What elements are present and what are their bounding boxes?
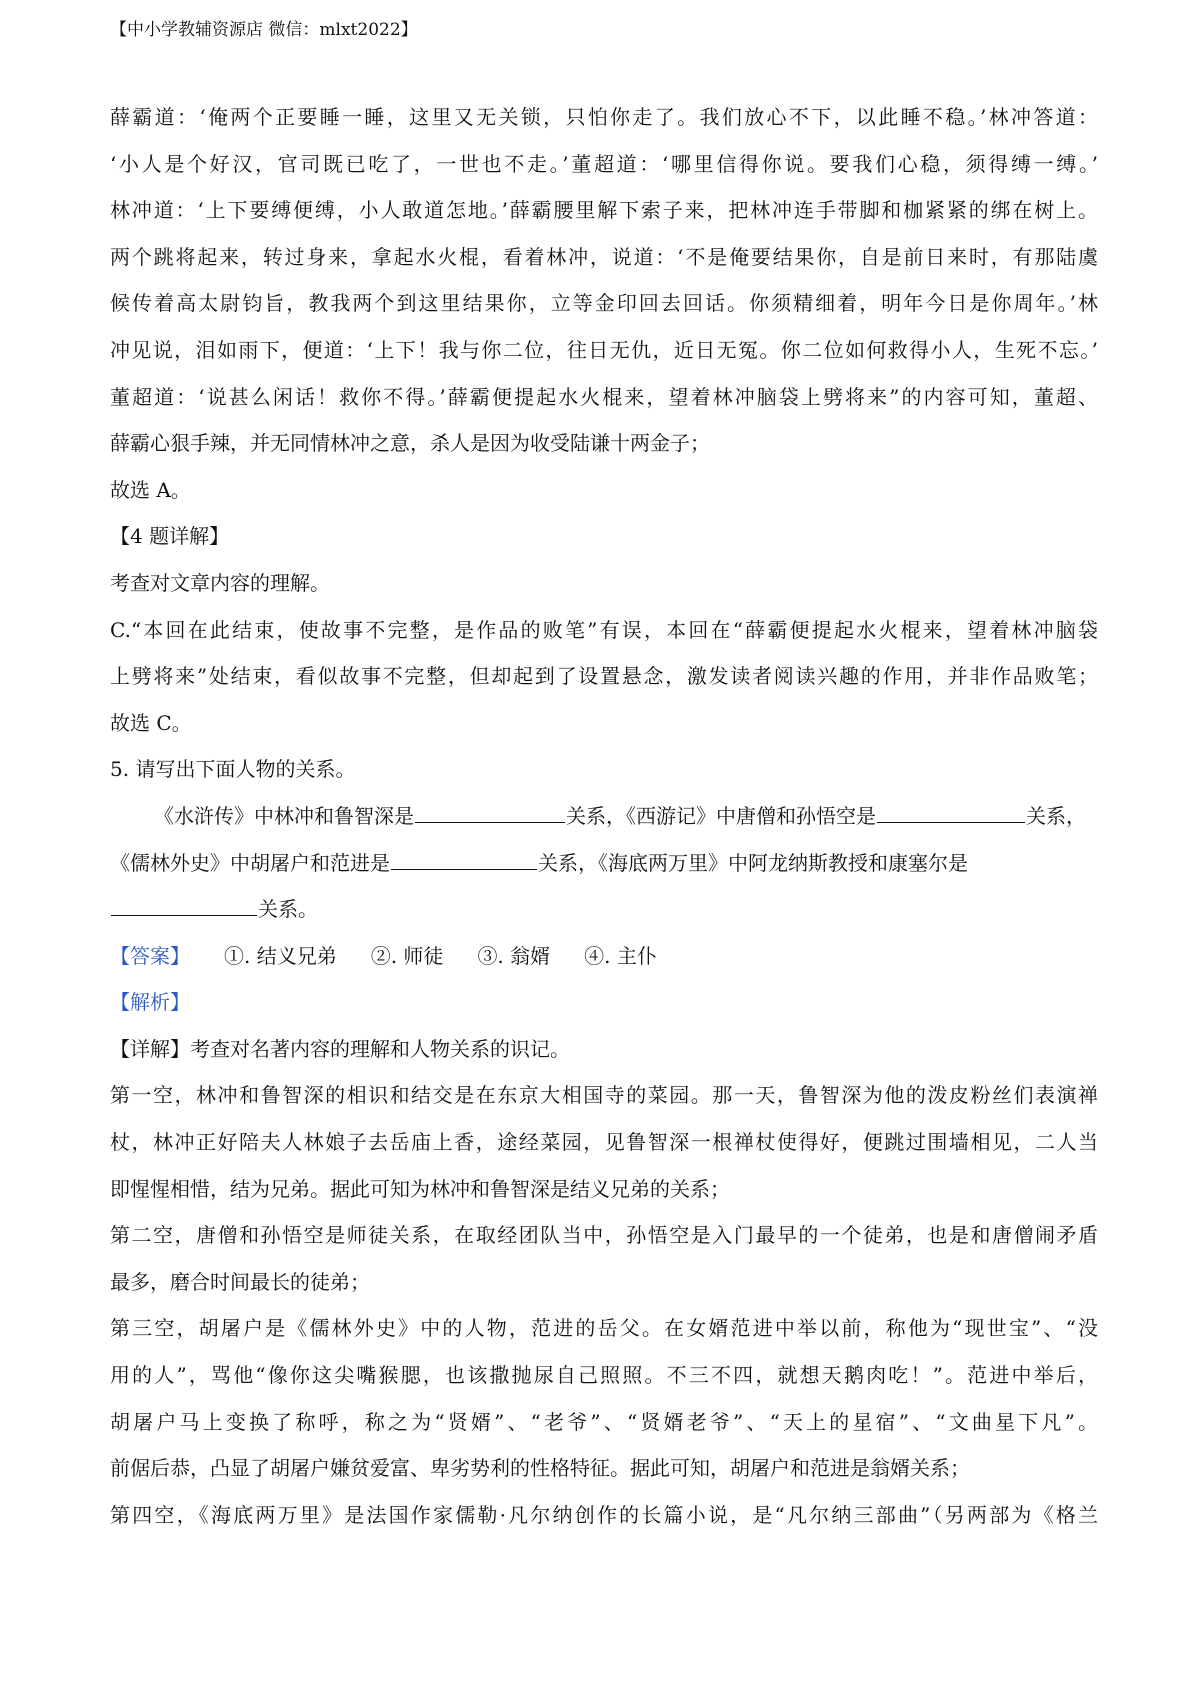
answer-item: ①. 结义兄弟	[224, 943, 337, 968]
analysis-label: 【解析】	[110, 990, 190, 1015]
paragraph-line: 两个跳将起来，转过身来，拿起水火棍，看着林冲，说道：‘不是俺要结果你，自是前日来时，有那陆虞	[110, 244, 1098, 269]
choice-conclusion-a: 故选 A。	[110, 477, 191, 502]
answer-blank	[111, 901, 257, 916]
paragraph-line: 薛霸道：‘俺两个正要睡一睡，这里又无关锁，只怕你走了。我们放心不下，以此睡不稳。’林冲答道：	[110, 105, 1098, 129]
detail-line: 第四空，《海底两万里》是法国作家儒勒·凡尔纳创作的长篇小说，是“凡尔纳三部曲”（另两部为《格兰	[110, 1502, 1098, 1527]
detail-line: 第二空，唐僧和孙悟空是师徒关系，在取经团队当中，孙悟空是入门最早的一个徒弟，也是和唐僧闹矛盾	[110, 1223, 1098, 1248]
answer-blank	[877, 808, 1025, 823]
detail-intro: 考查对名著内容的理解和人物关系的识记。	[190, 1036, 570, 1061]
q5-text: 《水浒传》中林冲和鲁智深是	[154, 803, 414, 828]
q5-question-line	[110, 886, 1098, 933]
answer-blank	[415, 808, 565, 823]
q5-text: 关系，《西游记》中唐僧和孙悟空是	[566, 803, 876, 828]
q5-title: 5. 请写出下面人物的关系。	[110, 757, 356, 782]
q4-line: C.“本回在此结束，使故事不完整，是作品的败笔”有误，本回在“薛霸便提起水火棍来，望着林冲脑袋	[110, 617, 1098, 642]
answer-blank	[391, 855, 537, 870]
detail-label: 【详解】	[110, 1036, 190, 1061]
q5-text: 关系，	[1026, 803, 1086, 828]
q5-text: 《儒林外史》中胡屠户和范进是	[110, 850, 390, 875]
detail-line: 杖，林冲正好陪夫人林娘子去岳庙上香，途经菜园，见鲁智深一根禅杖使得好，便跳过围墙相见，二人当	[110, 1130, 1098, 1155]
detail-line: 第三空，胡屠户是《儒林外史》中的人物，范进的岳父。在女婿范进中举以前，称他为“现世宝”、“没	[110, 1316, 1098, 1341]
paragraph-line: 薛霸心狠手辣，并无同情林冲之意，杀人是因为收受陆谦十两金子；	[110, 431, 710, 456]
detail-line: 前倨后恭，凸显了胡屠户嫌贫爱富、卑劣势利的性格特征。据此可知，胡屠户和范进是翁婿关系；	[110, 1456, 970, 1481]
q4-intro: 考查对文章内容的理解。	[110, 570, 330, 595]
detail-line: 胡屠户马上变换了称呼，称之为“贤婿”、“老爷”、“贤婿老爷”、“天上的星宿”、“文曲星下凡”。	[110, 1409, 1098, 1434]
paragraph-line: 候传着高太尉钧旨，教我两个到这里结果你，立等金印回去回话。你须精细着，明年今日是你周年。’林	[110, 291, 1098, 316]
paragraph-line: ‘小人是个好汉，官司既已吃了，一世也不走。’董超道：‘哪里信得你说。要我们心稳，须得缚一缚。’	[110, 151, 1098, 176]
paragraph-line: 林冲道：‘上下要缚便缚，小人敢道怎地。’薛霸腰里解下索子来，把林冲连手带脚和枷紧紧的绑在树上。	[110, 198, 1098, 223]
q5-text: 关系。	[258, 897, 318, 922]
answer-item: ③. 翁婿	[477, 943, 551, 968]
q5-question-line	[110, 840, 1098, 887]
answer-label: 【答案】	[110, 943, 190, 968]
document-body	[110, 94, 1098, 1538]
source-note: 【中小学教辅资源店 微信：mlxt2022】	[110, 20, 418, 40]
choice-conclusion-c: 故选 C。	[110, 710, 192, 735]
answer-item: ②. 师徒	[370, 943, 444, 968]
answer-item: ④. 主仆	[584, 943, 657, 968]
answer-row	[110, 933, 1098, 980]
q4-heading: 【4 题详解】	[110, 524, 230, 549]
paragraph-line: 冲见说，泪如雨下，便道：‘上下！我与你二位，往日无仇，近日无冤。你二位如何救得小人，生死不忘。’	[110, 337, 1098, 362]
detail-line: 用的人”，骂他“像你这尖嘴猴腮，也该撒抛尿自己照照。不三不四，就想天鹅肉吃！”。范进中举后，	[110, 1363, 1098, 1388]
paragraph-line: 董超道：‘说甚么闲话！救你不得。’薛霸便提起水火棍来，望着林冲脑袋上劈将来”的内容可知，董超、	[110, 384, 1098, 409]
detail-line: 即惺惺相惜，结为兄弟。据此可知为林冲和鲁智深是结义兄弟的关系；	[110, 1176, 730, 1201]
q5-question-line	[110, 793, 1098, 840]
detail-line: 第一空，林冲和鲁智深的相识和结交是在东京大相国寺的菜园。那一天，鲁智深为他的泼皮粉丝们表演禅	[110, 1083, 1098, 1108]
detail-line: 最多，磨合时间最长的徒弟；	[110, 1269, 370, 1294]
q4-line: 上劈将来”处结束，看似故事不完整，但却起到了设置悬念，激发读者阅读兴趣的作用，并非作品败笔；	[110, 664, 1098, 689]
q5-text: 关系，《海底两万里》中阿龙纳斯教授和康塞尔是	[538, 850, 968, 875]
detail-intro-line	[110, 1026, 1098, 1073]
